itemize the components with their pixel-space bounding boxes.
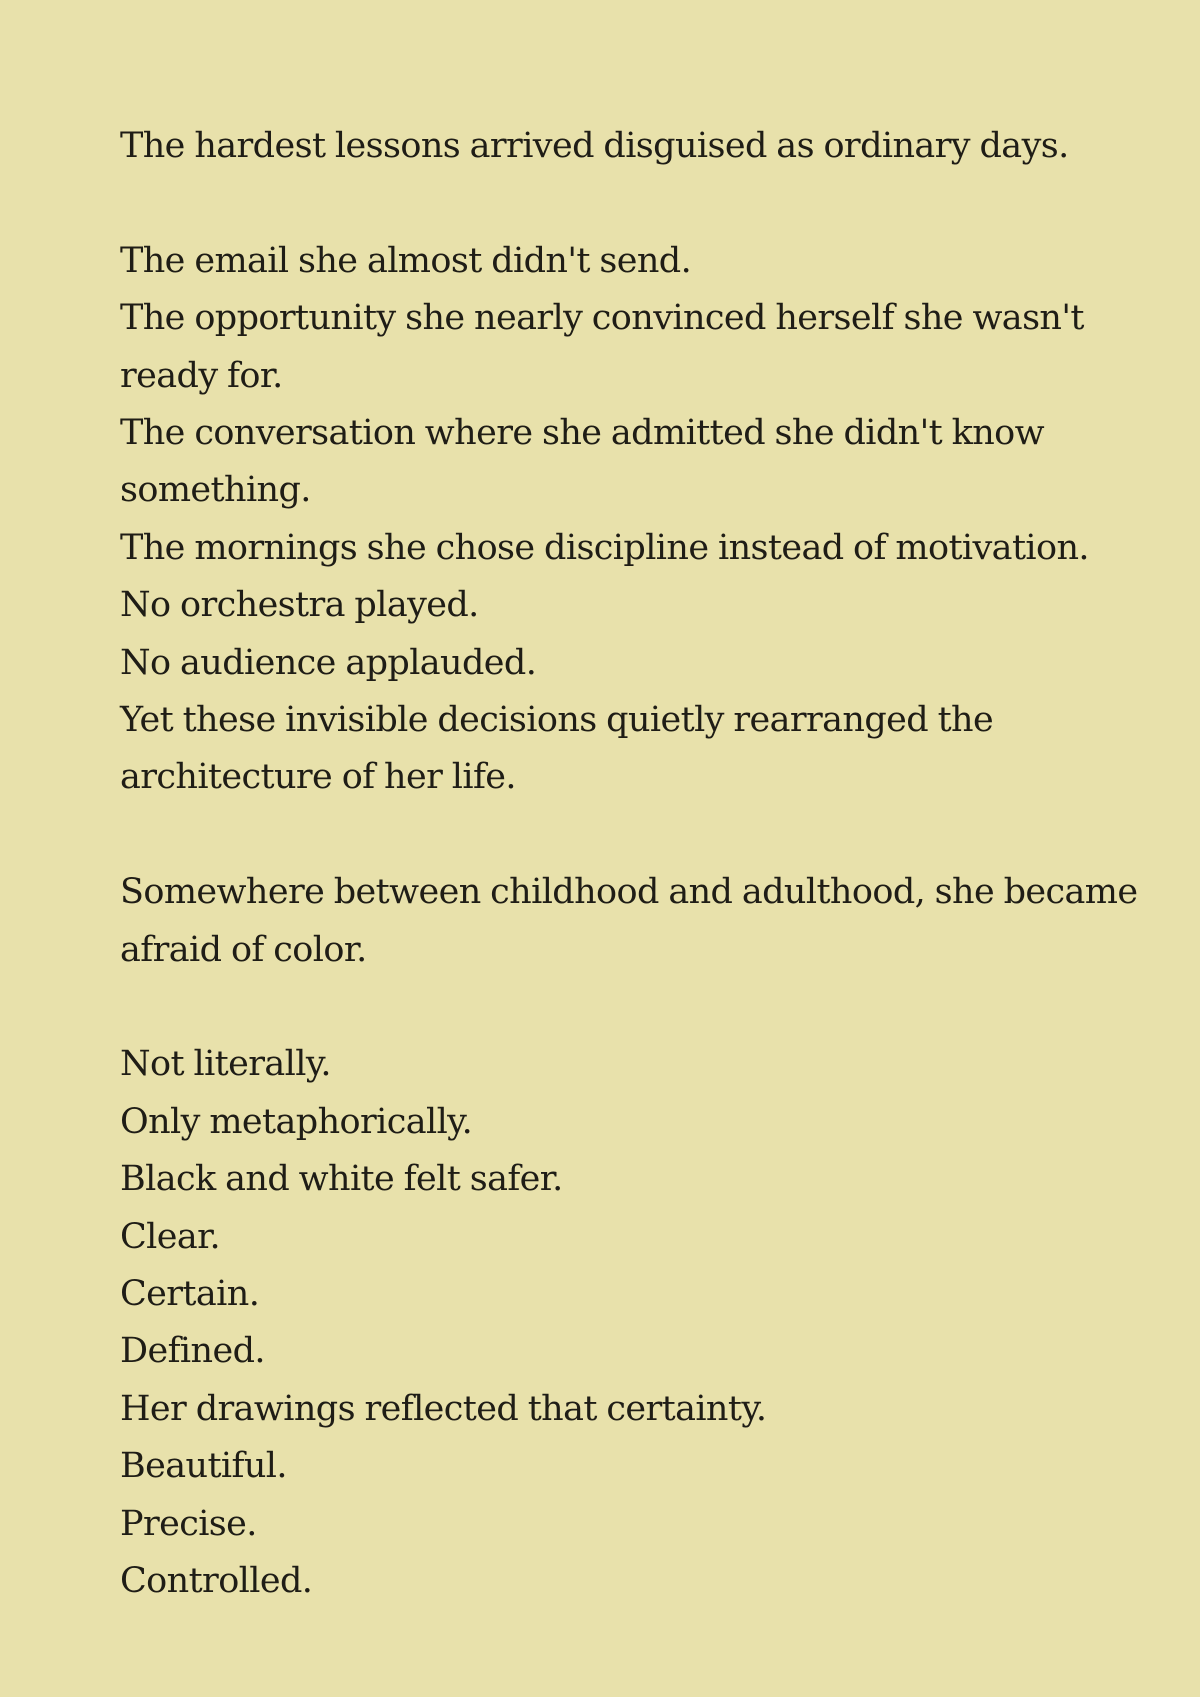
text-line: Clear. <box>120 1216 220 1257</box>
text-line: Defined. <box>120 1331 265 1372</box>
text-line: Not literally. <box>120 1044 331 1085</box>
text-line: Somewhere between childhood and adulthood, she became <box>120 872 1138 913</box>
paragraph-gap <box>120 175 1110 232</box>
text-line: The opportunity she nearly convinced herself she wasn't <box>120 298 1084 339</box>
text-line: Controlled. <box>120 1561 313 1602</box>
text-line: Certain. <box>120 1274 260 1315</box>
text-line: Her drawings reflected that certainty. <box>120 1388 767 1429</box>
text-line: afraid of color. <box>120 929 367 970</box>
paragraph-gap <box>120 979 1110 1036</box>
text-line: ready for. <box>120 355 283 396</box>
text-line: Only metaphorically. <box>120 1101 473 1142</box>
text-line: The hardest lessons arrived disguised as ordinary days. <box>120 126 1069 166</box>
text-line: something. <box>120 470 311 511</box>
text-line: The email she almost didn't send. <box>120 240 692 281</box>
paragraph-gap <box>120 807 1110 864</box>
text-line: Black and white felt safer. <box>120 1159 563 1200</box>
text-line: The mornings she chose discipline instead of motivation. <box>120 527 1089 568</box>
body-text <box>120 118 1138 1611</box>
text-line: Precise. <box>120 1503 257 1544</box>
text-line: architecture of her life. <box>120 757 516 798</box>
text-line: No orchestra played. <box>120 585 479 626</box>
text-line: Yet these invisible decisions quietly rearranged the <box>120 700 994 741</box>
text-line: The conversation where she admitted she didn't know <box>120 413 1045 454</box>
text-line: No audience applauded. <box>120 642 537 683</box>
text-line: Beautiful. <box>120 1446 287 1487</box>
